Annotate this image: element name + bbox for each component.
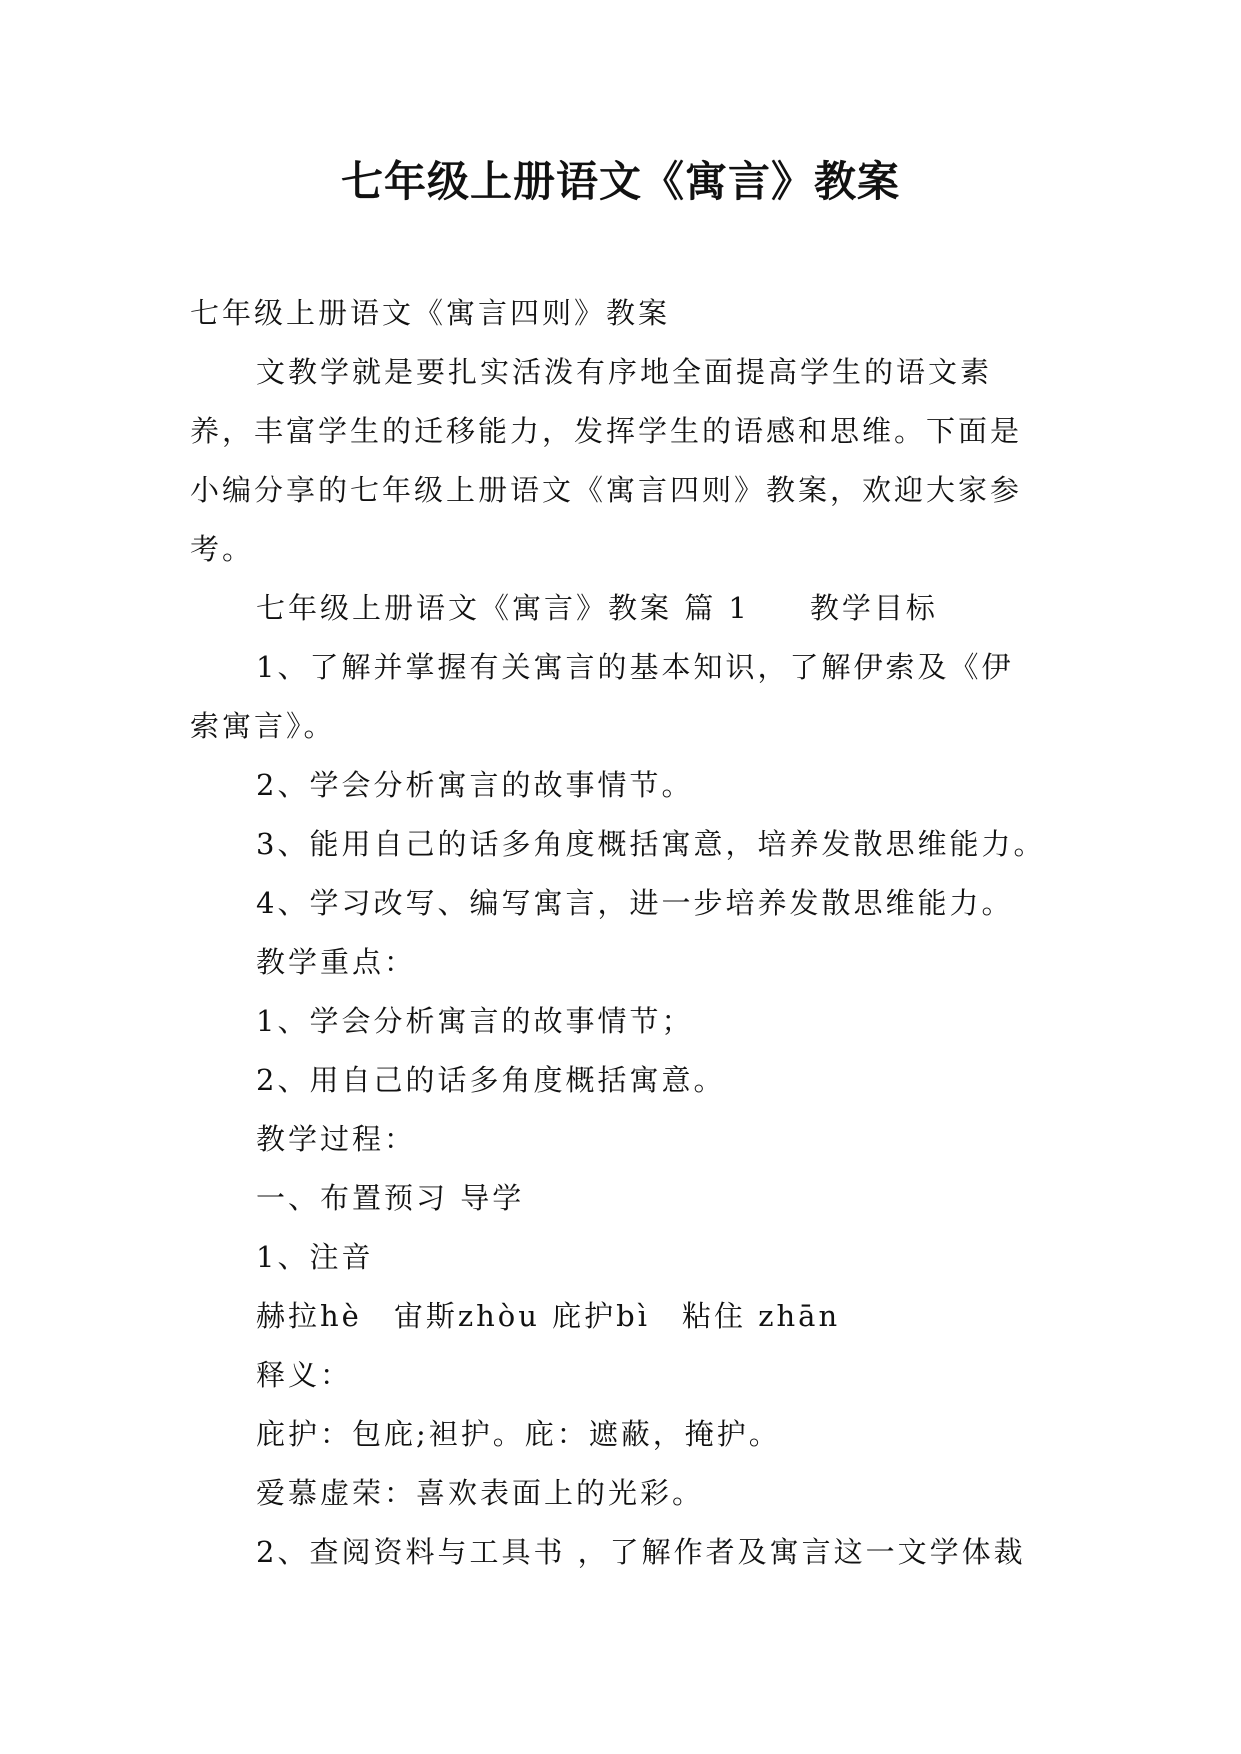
objective-1-line-2: 索寓言》。	[190, 709, 336, 743]
last-line: 2、查阅资料与工具书 ，了解作者及寓言这一文学体裁	[256, 1535, 1026, 1569]
phonetic-line: 赫拉hè 宙斯zhòu 庇护bì 粘住 zhān	[256, 1299, 841, 1333]
document-body	[190, 284, 1070, 1582]
objective-3: 3、能用自己的话多角度概括寓意，培养发散思维能力。	[256, 827, 1046, 861]
key-point-1: 1、学会分析寓言的故事情节；	[256, 1004, 694, 1038]
process-label: 教学过程：	[256, 1122, 417, 1156]
definition-1: 庇护：包庇;袒护。庇：遮蔽，掩护。	[256, 1417, 781, 1451]
phonetic-label: 1、注音	[256, 1240, 374, 1274]
section-heading: 七年级上册语文《寓言》教案 篇 1	[256, 591, 750, 625]
intro-line-4: 考。	[190, 532, 255, 566]
section-heading-line	[190, 579, 1070, 638]
intro-line-3: 小编分享的七年级上册语文《寓言四则》教案，欢迎大家参	[190, 473, 1023, 507]
definition-label: 释义：	[256, 1358, 353, 1392]
document-subtitle: 七年级上册语文《寓言四则》教案	[190, 296, 671, 330]
key-point-2: 2、用自己的话多角度概括寓意。	[256, 1063, 726, 1097]
definition-2: 爱慕虚荣：喜欢表面上的光彩。	[256, 1476, 705, 1510]
intro-line-1: 文教学就是要扎实活泼有序地全面提高学生的语文素	[256, 355, 993, 389]
key-points-label: 教学重点：	[256, 945, 417, 979]
section-subheading: 教学目标	[809, 591, 938, 625]
objective-4: 4、学习改写、编写寓言，进一步培养发散思维能力。	[256, 886, 1014, 920]
objective-1-line-1: 1、了解并掌握有关寓言的基本知识，了解伊索及《伊	[256, 650, 1014, 684]
step-1-title: 一、布置预习 导学	[256, 1181, 525, 1215]
intro-line-2: 养，丰富学生的迁移能力，发挥学生的语感和思维。下面是	[190, 414, 1023, 448]
objective-2: 2、学会分析寓言的故事情节。	[256, 768, 694, 802]
document-title: 七年级上册语文《寓言》教案	[340, 157, 900, 206]
